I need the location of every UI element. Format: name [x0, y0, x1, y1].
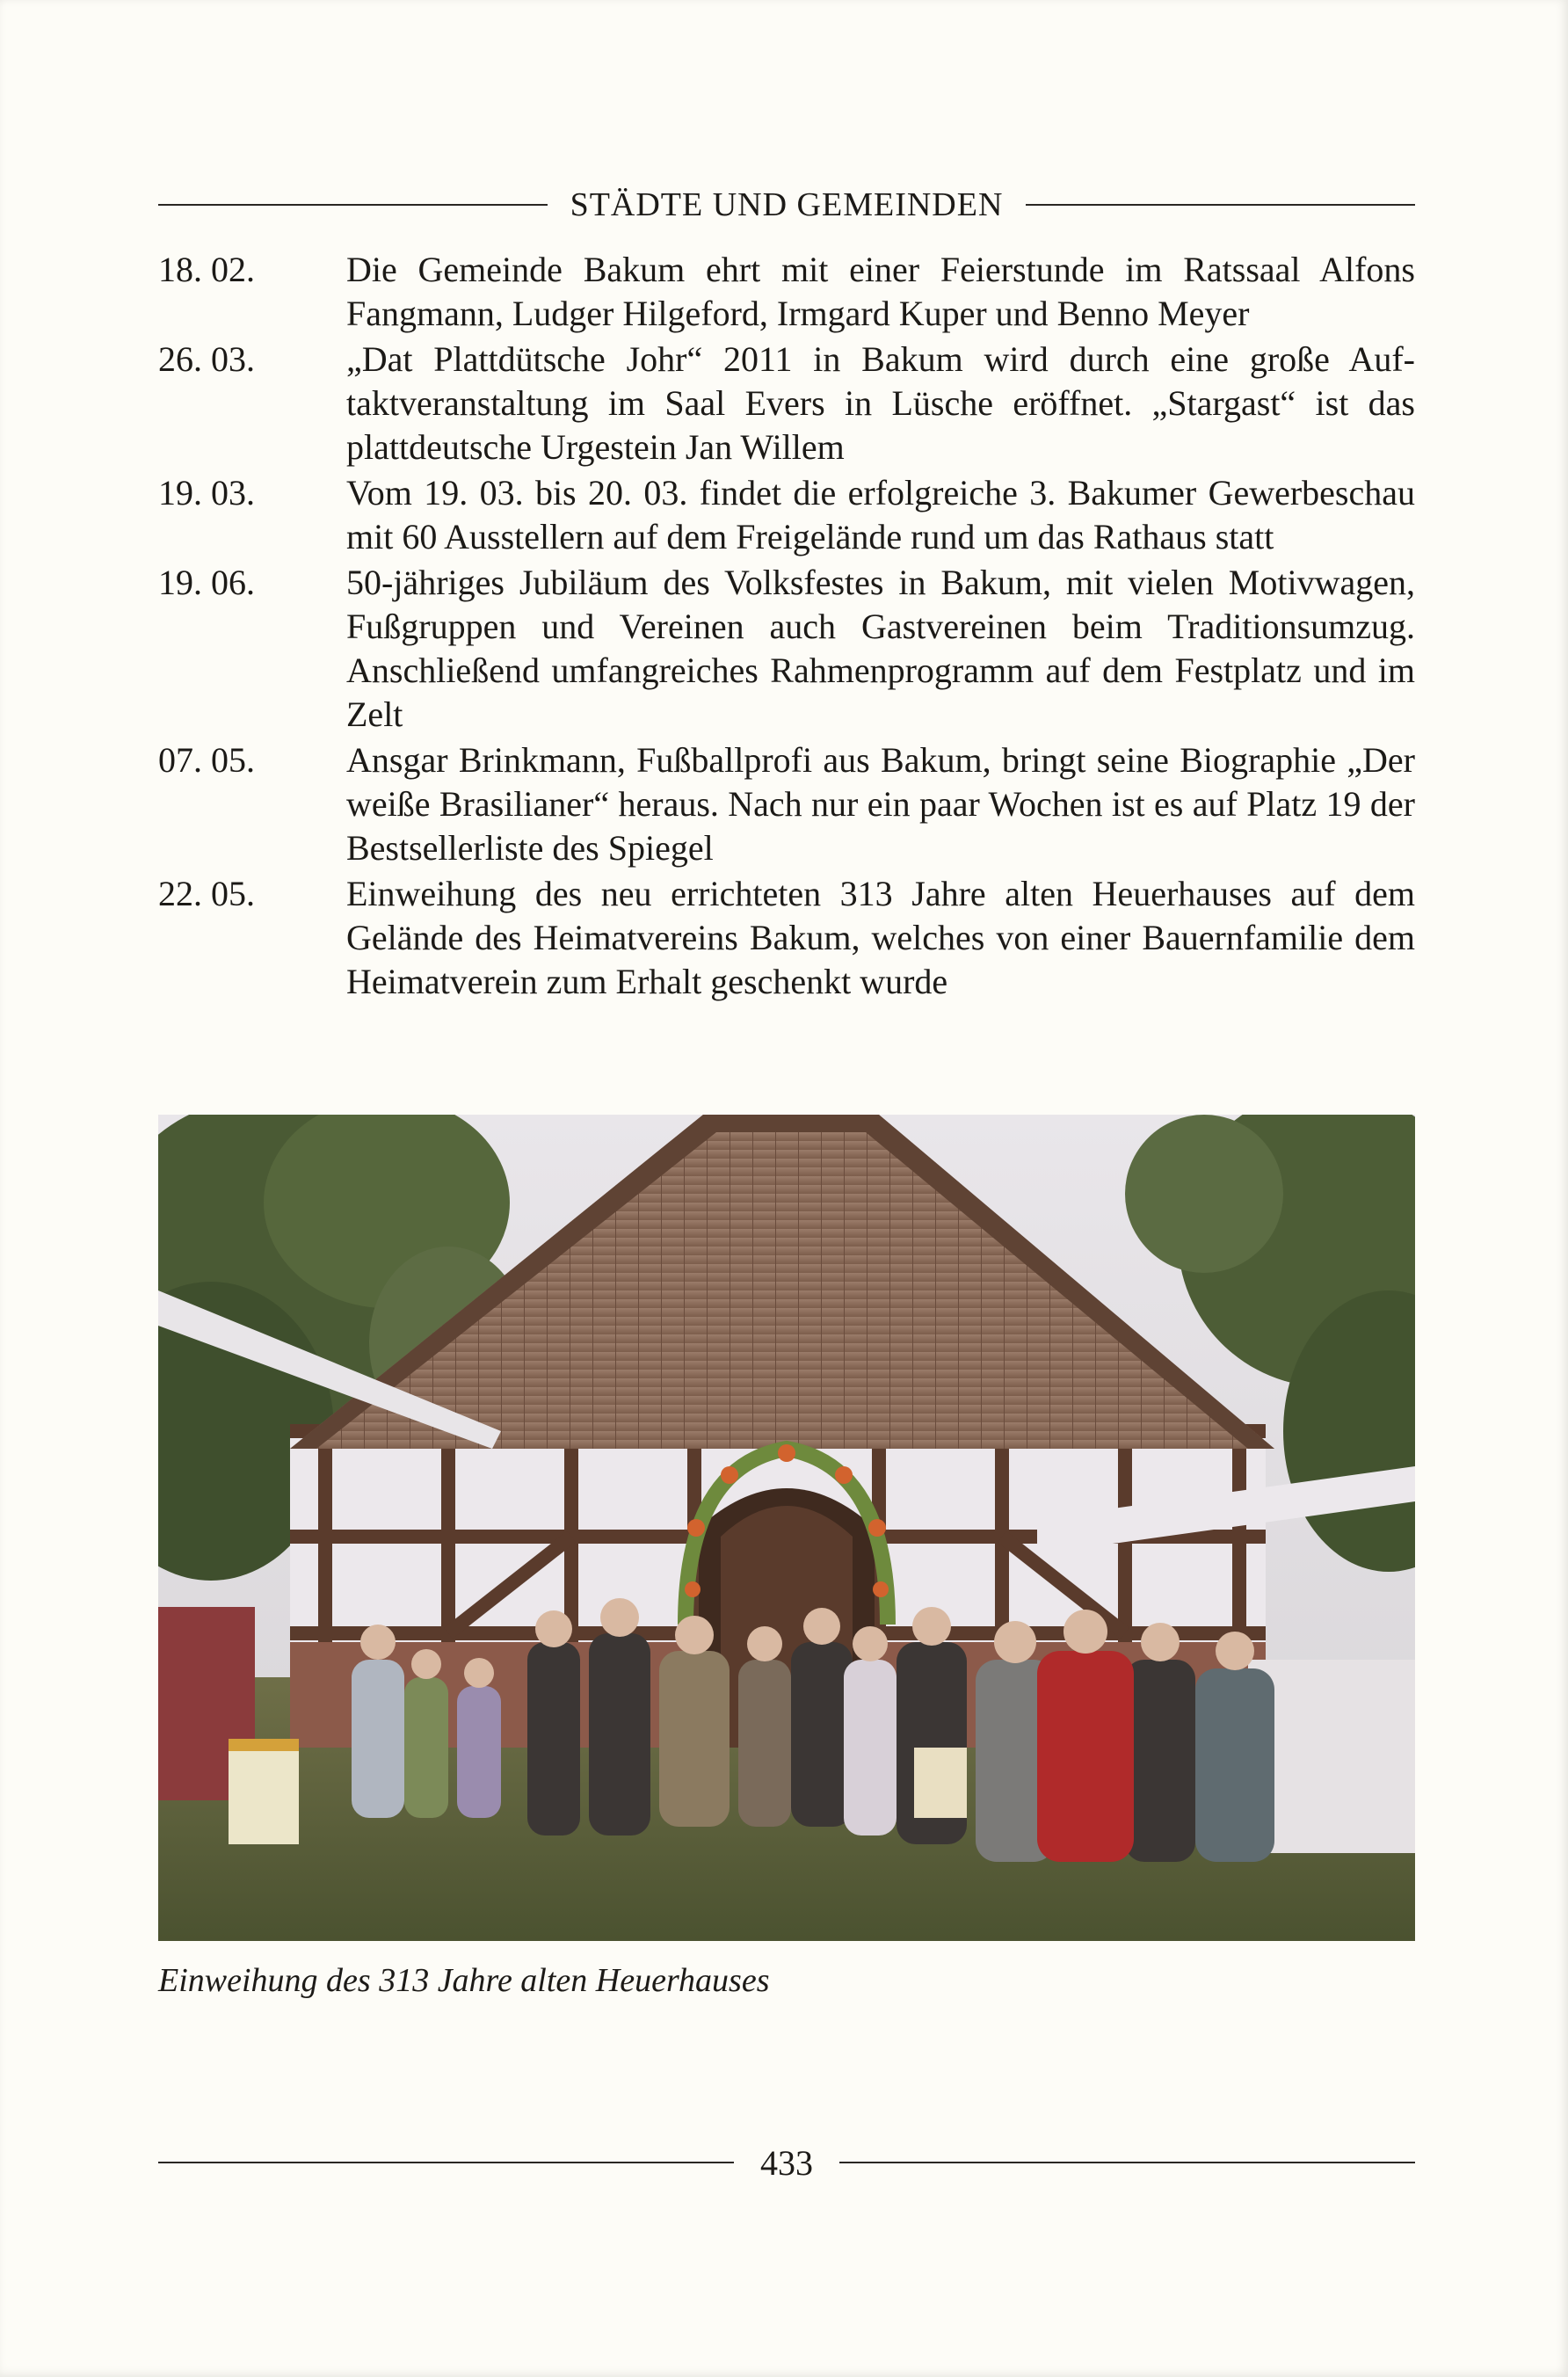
photo-caption: Einweihung des 313 Jahre alten Heuerhauses: [158, 1962, 770, 1999]
entry-date: 26. 03.: [158, 339, 255, 379]
footer-rule-left: [158, 2162, 734, 2163]
entry-date: 18. 02.: [158, 250, 255, 289]
photo-heuerhaus: [158, 1115, 1415, 1941]
entry-text: Die Gemeinde Bakum ehrt mit einer Feierstunde im Ratssaal Alfons Fangmann, Ludger Hilgeford, Irmgard Kuper und Benno Meyer: [346, 250, 1415, 333]
entry-date: 19. 03.: [158, 473, 255, 512]
running-header: [158, 180, 1415, 229]
entry-date: 07. 05.: [158, 740, 255, 780]
chronicle-entry: [158, 872, 1415, 1004]
chronicle-entry: [158, 561, 1415, 737]
entry-text: 50-jähriges Jubiläum des Volksfestes in Bakum, mit vielen Motivwagen, Fußgruppen und Vereinen auch Gastvereinen beim Traditionsumzug. Anschließend umfangreiches Rahmenprogramm auf dem Festplatz und im Zelt: [346, 563, 1415, 734]
header-rule-left: [158, 204, 548, 206]
entry-date: 22. 05.: [158, 874, 255, 913]
entry-text: Vom 19. 03. bis 20. 03. findet die erfolgreiche 3. Bakumer Gewerbeschau mit 60 Ausstellern auf dem Freigelände rund um das Rathaus statt: [346, 473, 1415, 556]
running-footer: [158, 2136, 1415, 2189]
chronicle-entry: [158, 338, 1415, 469]
page-number: 433: [760, 2142, 813, 2183]
header-title: STÄDTE UND GEMEINDEN: [570, 186, 1004, 223]
entry-text: Ansgar Brinkmann, Fußballprofi aus Bakum, bringt seine Biographie „Der weiße Brasilianer“ heraus. Nach nur ein paar Wochen ist es auf Platz 19 der Bestsellerliste des Spiegel: [346, 740, 1415, 868]
entry-date: 19. 06.: [158, 563, 255, 602]
chronicle-entry: [158, 738, 1415, 870]
header-rule-right: [1026, 204, 1415, 206]
footer-rule-right: [839, 2162, 1415, 2163]
chronicle-list: [158, 248, 1415, 1006]
entry-text: „Dat Plattdütsche Johr“ 2011 in Bakum wird durch eine große Auftaktveranstaltung im Saal Evers in Lüsche eröffnet. „Stargast“ ist das plattdeutsche Urgestein Jan Willem: [346, 339, 1415, 467]
chronicle-entry: [158, 248, 1415, 336]
photo-illustration: [158, 1115, 1415, 1941]
entry-text: Einweihung des neu errichteten 313 Jahre alten Heuerhauses auf dem Gelände des Heimatvereins Bakum, welches von einer Bauernfamilie dem Heimatverein zum Erhalt geschenkt wurde: [346, 874, 1415, 1001]
chronicle-entry: [158, 471, 1415, 559]
